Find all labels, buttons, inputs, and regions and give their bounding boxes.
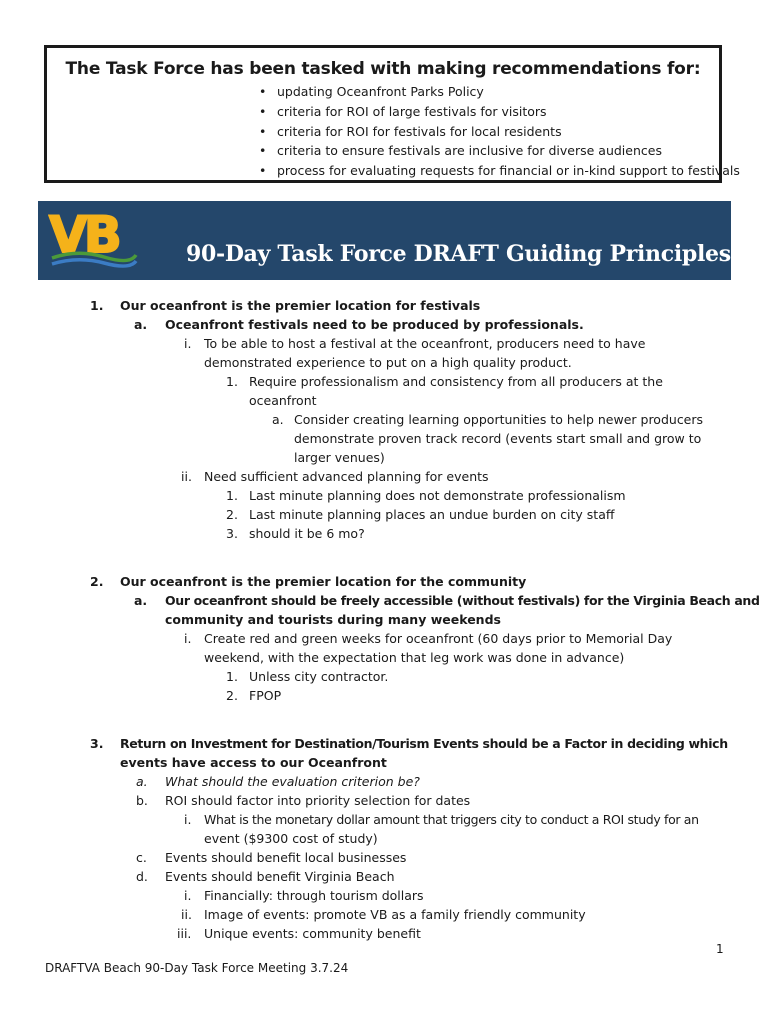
outline-item: Our oceanfront should be freely accessible (without festivals) for the Virginia Beach and xyxy=(165,593,760,608)
outline-item: Unless city contractor. xyxy=(249,669,389,684)
task-box-item: • process for evaluating requests for financial or in-kind support to festivals xyxy=(259,161,740,181)
page-number: 1 xyxy=(716,942,724,956)
outline-marker: 2. xyxy=(90,574,104,589)
section-1-heading: Our oceanfront is the premier location for festivals xyxy=(120,298,481,313)
section-3-heading: Return on Investment for Destination/Tourism Events should be a Factor in deciding which xyxy=(120,736,728,751)
header-banner xyxy=(38,201,731,280)
outline-item: larger venues) xyxy=(294,450,385,465)
task-box-title: The Task Force has been tasked with making recommendations for: xyxy=(65,59,701,79)
outline-item: Need sufficient advanced planning for events xyxy=(204,469,489,484)
outline-item: Require professionalism and consistency from all producers at the xyxy=(249,374,663,389)
outline-marker: 2. xyxy=(226,507,238,522)
page-footer: DRAFTVA Beach 90-Day Task Force Meeting 3.7.24 xyxy=(45,961,349,975)
outline-item: Consider creating learning opportunities to help newer producers xyxy=(294,412,704,427)
outline-marker: i. xyxy=(184,812,192,827)
outline-marker: 1. xyxy=(226,488,238,503)
vb-logo xyxy=(48,205,140,271)
outline-item: demonstrate proven track record (events start small and grow to xyxy=(294,431,702,446)
task-box-item: • updating Oceanfront Parks Policy xyxy=(259,82,740,102)
outline-marker: a. xyxy=(134,317,148,332)
outline-item: Unique events: community benefit xyxy=(204,926,421,941)
task-box-list xyxy=(259,82,740,181)
outline-marker: i. xyxy=(184,631,192,646)
outline-item: Last minute planning does not demonstrate professionalism xyxy=(249,488,626,503)
task-box-item: • criteria for ROI for festivals for local residents xyxy=(259,122,740,142)
vb-logo-text: VB xyxy=(49,206,118,264)
outline-item: Create red and green weeks for oceanfront (60 days prior to Memorial Day xyxy=(204,631,673,646)
outline-item: should it be 6 mo? xyxy=(249,526,365,541)
outline-item: community and tourists during many weekends xyxy=(165,612,501,627)
outline-marker: i. xyxy=(184,336,192,351)
outline-item: FPOP xyxy=(249,688,282,703)
outline-item: Oceanfront festivals need to be produced by professionals. xyxy=(165,317,584,332)
outline-item: Events should benefit Virginia Beach xyxy=(165,869,395,884)
outline-item: weekend, with the expectation that leg work was done in advance) xyxy=(204,650,625,665)
outline-item: To be able to host a festival at the oceanfront, producers need to have xyxy=(204,336,646,351)
outline-item: What should the evaluation criterion be? xyxy=(165,774,420,789)
page-title: 90-Day Task Force DRAFT Guiding Principles xyxy=(186,241,731,267)
outline-marker: 1. xyxy=(226,374,238,389)
outline-marker: 3. xyxy=(90,736,104,751)
outline-item: Financially: through tourism dollars xyxy=(204,888,424,903)
outline-item: oceanfront xyxy=(249,393,317,408)
outline-marker: c. xyxy=(136,850,147,865)
outline-marker: b. xyxy=(136,793,148,808)
outline-item: Events should benefit local businesses xyxy=(165,850,407,865)
section-2-heading: Our oceanfront is the premier location for the community xyxy=(120,574,527,589)
task-box-item: • criteria to ensure festivals are inclusive for diverse audiences xyxy=(259,141,740,161)
outline-marker: 2. xyxy=(226,688,238,703)
outline-item: Last minute planning places an undue burden on city staff xyxy=(249,507,615,522)
outline-item: What is the monetary dollar amount that triggers city to conduct a ROI study for an xyxy=(204,812,699,827)
task-box-item: • criteria for ROI of large festivals for visitors xyxy=(259,102,740,122)
outline-marker: iii. xyxy=(177,926,192,941)
outline-marker: a. xyxy=(136,774,148,789)
outline-item: Image of events: promote VB as a family friendly community xyxy=(204,907,586,922)
outline-marker: 3. xyxy=(226,526,238,541)
outline-marker: i. xyxy=(184,888,192,903)
outline-marker: 1. xyxy=(226,669,238,684)
outline-marker: d. xyxy=(136,869,148,884)
outline-item: event ($9300 cost of study) xyxy=(204,831,378,846)
outline-marker: a. xyxy=(272,412,284,427)
outline-marker: ii. xyxy=(181,907,192,922)
outline-item: demonstrated experience to put on a high quality product. xyxy=(204,355,572,370)
section-3-heading: events have access to our Oceanfront xyxy=(120,755,387,770)
outline-marker: a. xyxy=(134,593,148,608)
outline-item: ROI should factor into priority selection for dates xyxy=(165,793,471,808)
outline-marker: 1. xyxy=(90,298,104,313)
task-force-box xyxy=(44,45,740,183)
outline-marker: ii. xyxy=(181,469,192,484)
